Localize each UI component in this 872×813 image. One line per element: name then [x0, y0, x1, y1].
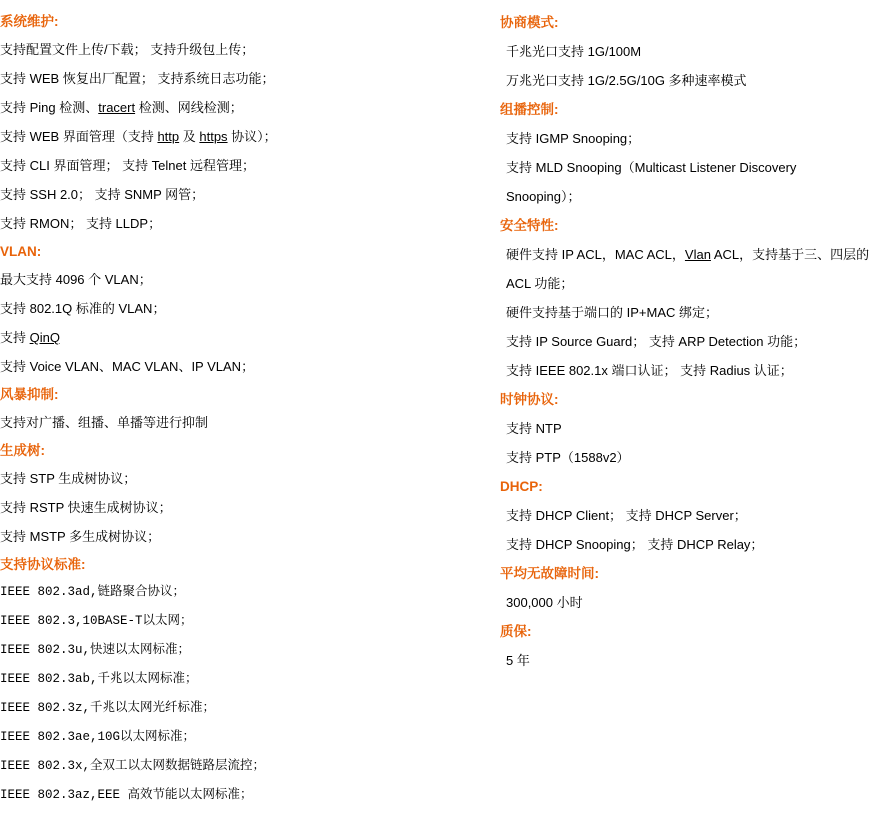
spec-line: 支持 802.1Q 标准的 VLAN；: [0, 301, 166, 316]
section-security-features: [500, 211, 872, 385]
spec-line: IEEE 802.3ad,链路聚合协议；: [0, 585, 186, 599]
section-supported-standards: [0, 551, 500, 810]
spec-line: 支持 RSTP 快速生成树协议；: [0, 500, 172, 515]
spec-line: 支持对广播、组播、单播等进行抑制: [0, 415, 209, 430]
section-title: 生成树:: [0, 443, 45, 458]
right-column: [500, 0, 872, 675]
section-title: DHCP:: [500, 479, 543, 494]
section-title: 风暴抑制:: [0, 387, 59, 402]
spec-line: 支持 SSH 2.0； 支持 SNMP 网管；: [0, 187, 205, 202]
spec-line: 支持配置文件上传/下载； 支持升级包上传；: [0, 42, 255, 57]
spec-line: 支持 DHCP Client； 支持 DHCP Server；: [506, 508, 747, 523]
spec-line: IEEE 802.3z,千兆以太网光纤标准；: [0, 701, 216, 715]
section-title: 组播控制:: [500, 102, 559, 117]
section-vlan: [0, 238, 500, 381]
section-title: 协商模式:: [500, 15, 559, 30]
spec-line: 支持 IGMP Snooping；: [506, 131, 641, 146]
spec-line: 支持 NTP: [506, 421, 562, 436]
section-dhcp: [500, 472, 872, 559]
spec-line: 支持 STP 生成树协议；: [0, 471, 137, 486]
section-mtbf: [500, 559, 872, 617]
spec-line: IEEE 802.3x,全双工以太网数据链路层流控；: [0, 759, 266, 773]
spec-line: 支持 Voice VLAN、MAC VLAN、IP VLAN；: [0, 359, 255, 374]
spec-line: 支持 IP Source Guard； 支持 ARP Detection 功能；: [506, 334, 807, 349]
spec-line: 300,000 小时: [506, 595, 583, 610]
section-storm-control: [0, 381, 500, 437]
spec-line: 支持 PTP（1588v2）: [506, 450, 630, 465]
spec-line: 支持 CLI 界面管理； 支持 Telnet 远程管理；: [0, 158, 255, 173]
spec-line: 支持 WEB 界面管理（支持 http 及 https 协议）；: [0, 129, 277, 144]
spec-line: IEEE 802.3u,快速以太网标准；: [0, 643, 191, 657]
spec-line: 支持 QinQ: [0, 330, 60, 345]
section-negotiation-mode: [500, 8, 872, 95]
spec-line: 支持 RMON； 支持 LLDP；: [0, 216, 162, 231]
section-title: 平均无故障时间:: [500, 566, 599, 581]
spec-line: 千兆光口支持 1G/100M: [506, 44, 642, 59]
spec-line: 最大支持 4096 个 VLAN；: [0, 272, 152, 287]
spec-line: 支持 DHCP Snooping； 支持 DHCP Relay；: [506, 537, 764, 552]
section-spanning-tree: [0, 437, 500, 551]
section-warranty: [500, 617, 872, 675]
spec-line: 硬件支持基于端口的 IP+MAC 绑定；: [506, 305, 718, 320]
section-multicast-control: [500, 95, 872, 211]
spec-line: 支持 IEEE 802.1x 端口认证； 支持 Radius 认证；: [506, 363, 793, 378]
section-title: 质保:: [500, 624, 532, 639]
spec-line: IEEE 802.3,10BASE-T以太网；: [0, 614, 193, 628]
section-system-maintenance: [0, 8, 500, 238]
spec-line: 支持 MSTP 多生成树协议；: [0, 529, 161, 544]
spec-line: 万兆光口支持 1G/2.5G/10G 多种速率模式: [506, 73, 747, 88]
spec-line: 支持 WEB 恢复出厂配置； 支持系统日志功能；: [0, 71, 275, 86]
section-clock-protocol: [500, 385, 872, 472]
spec-line: IEEE 802.3ab,千兆以太网标准；: [0, 672, 198, 686]
section-title: 安全特性:: [500, 218, 559, 233]
spec-line: 硬件支持 IP ACL，MAC ACL，Vlan ACL，支持基于三、四层的 ACL 功能；: [506, 247, 870, 291]
spec-line: 5 年: [506, 653, 530, 668]
section-title: 支持协议标准:: [0, 557, 86, 572]
section-title: VLAN:: [0, 244, 42, 259]
spec-line: IEEE 802.3az,EEE 高效节能以太网标准；: [0, 788, 253, 802]
spec-line: IEEE 802.3ae,10G以太网标准；: [0, 730, 196, 744]
section-title: 时钟协议:: [500, 392, 559, 407]
spec-line: 支持 MLD Snooping（Multicast Listener Discovery Snooping）；: [506, 160, 797, 204]
spec-line: 支持 Ping 检测、tracert 检测、网线检测；: [0, 100, 243, 115]
section-title: 系统维护:: [0, 14, 59, 29]
